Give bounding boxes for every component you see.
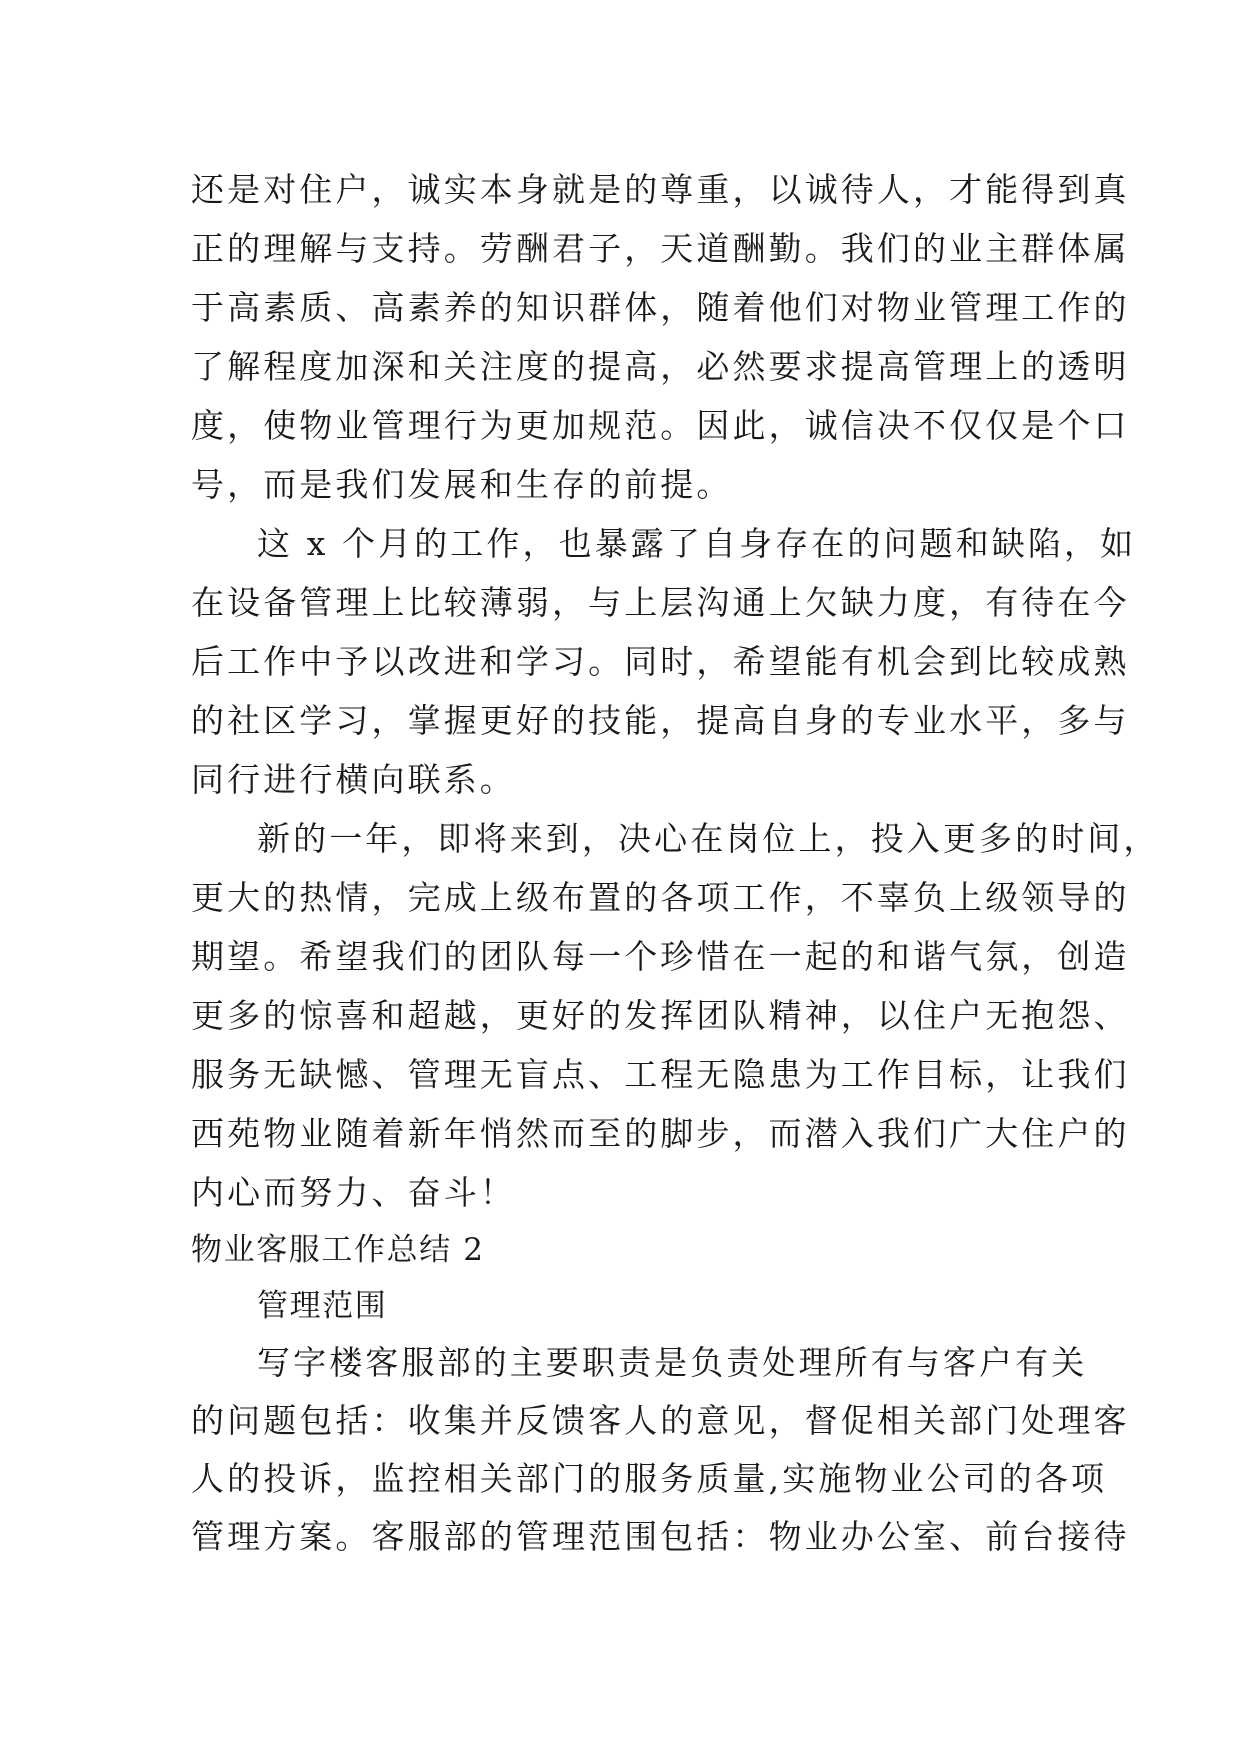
text-line: 号，而是我们发展和生存的前提。 <box>191 465 733 504</box>
paragraph-first-line: 写字楼客服部的主要职责是负责处理所有与客户有关 <box>257 1343 1088 1382</box>
text-line: 了解程度加深和关注度的提高，必然要求提高管理上的透明 <box>191 347 1130 386</box>
text-line: 西苑物业随着新年悄然而至的脚步，而潜入我们广大住户的 <box>191 1114 1130 1153</box>
paragraph-first-line: 新的一年，即将来到，决心在岗位上，投入更多的时间， <box>257 819 1160 858</box>
text-line: 内心而努力、奋斗！ <box>191 1173 516 1212</box>
document-body <box>191 160 1160 1566</box>
text-line: 同行进行横向联系。 <box>191 760 516 799</box>
text-line: 更多的惊喜和超越，更好的发挥团队精神，以住户无抱怨、 <box>191 996 1130 1035</box>
text-line: 于高素质、高素养的知识群体，随着他们对物业管理工作的 <box>191 288 1130 327</box>
text-line: 度，使物业管理行为更加规范。因此，诚信决不仅仅是个口 <box>191 406 1130 445</box>
text-line: 的社区学习，掌握更好的技能，提高自身的专业水平，多与 <box>191 701 1130 740</box>
text-line: 更大的热情，完成上级布置的各项工作，不辜负上级领导的 <box>191 878 1130 917</box>
text-line: 人的投诉，监控相关部门的服务质量,实施物业公司的各项 <box>191 1459 1108 1498</box>
text-line: 管理方案。客服部的管理范围包括：物业办公室、前台接待 <box>191 1517 1130 1556</box>
text-line: 的问题包括：收集并反馈客人的意见，督促相关部门处理客 <box>191 1401 1130 1440</box>
text-line: 正的理解与支持。劳酬君子，天道酬勤。我们的业主群体属 <box>191 229 1130 268</box>
section-heading: 物业客服工作总结 2 <box>191 1232 485 1268</box>
text-line: 在设备管理上比较薄弱，与上层沟通上欠缺力度，有待在今 <box>191 583 1130 622</box>
subsection-heading: 管理范围 <box>257 1288 388 1324</box>
text-line: 服务无缺憾、管理无盲点、工程无隐患为工作目标，让我们 <box>191 1055 1130 1094</box>
text-line: 期望。希望我们的团队每一个珍惜在一起的和谐气氛，创造 <box>191 937 1130 976</box>
text-line: 后工作中予以改进和学习。同时，希望能有机会到比较成熟 <box>191 642 1130 681</box>
paragraph-first-line: 这 x 个月的工作，也暴露了自身存在的问题和缺陷，如 <box>257 524 1137 563</box>
text-line: 还是对住户，诚实本身就是的尊重，以诚待人，才能得到真 <box>191 170 1130 209</box>
